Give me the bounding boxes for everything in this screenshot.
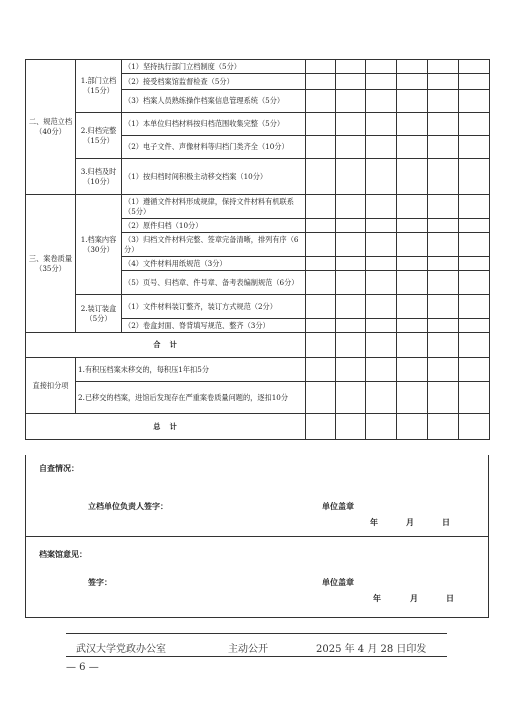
- score-cell[interactable]: [336, 295, 366, 319]
- score-cell[interactable]: [428, 219, 459, 233]
- score-cell[interactable]: [459, 195, 490, 219]
- score-cell[interactable]: [366, 414, 397, 440]
- score-cell[interactable]: [366, 219, 397, 233]
- score-cell[interactable]: [397, 271, 428, 295]
- score-cell[interactable]: [336, 414, 366, 440]
- deduction-item: 1.有积压档案未移交的，每积压1年扣5分: [76, 358, 306, 382]
- score-cell[interactable]: [459, 295, 490, 319]
- score-cell[interactable]: [428, 257, 459, 271]
- footer-date: 2025 年 4 月 28 日印发: [316, 644, 427, 655]
- score-cell[interactable]: [336, 233, 366, 257]
- score-cell[interactable]: [428, 333, 459, 358]
- score-cell[interactable]: [397, 195, 428, 219]
- criterion-item: （2）卷盒封面、脊背填写规范、整齐（3分）: [122, 319, 306, 333]
- score-cell[interactable]: [336, 74, 366, 90]
- score-cell[interactable]: [459, 271, 490, 295]
- self-check-month-label: 月: [406, 517, 414, 527]
- score-cell[interactable]: [397, 257, 428, 271]
- deduction-item: 2.已移交的档案，进馆后发现存在严重案卷质量问题的，逐扣10分: [76, 382, 306, 414]
- footer-disclosure: 主动公开: [228, 644, 268, 655]
- archive-opinion-section: [25, 537, 489, 618]
- score-cell[interactable]: [459, 219, 490, 233]
- total-label: 总 计: [26, 414, 306, 440]
- archive-opinion-day-label: 日: [446, 593, 454, 603]
- score-cell[interactable]: [306, 233, 336, 257]
- footer-issuer: 武汉大学党政办公室: [76, 644, 166, 655]
- criterion-item: （4）文件材料用纸规范（3分）: [122, 257, 306, 271]
- archive-opinion-signer-label: 签字：: [88, 577, 112, 587]
- subsection-label: 2.归档完整（15分）: [76, 113, 122, 159]
- score-cell[interactable]: [397, 60, 428, 74]
- score-cell[interactable]: [397, 382, 428, 414]
- score-cell[interactable]: [459, 382, 490, 414]
- score-cell[interactable]: [459, 319, 490, 333]
- score-cell[interactable]: [397, 219, 428, 233]
- score-cell[interactable]: [428, 358, 459, 382]
- score-cell[interactable]: [459, 414, 490, 440]
- criterion-item: （1）遵循文件材料形成规律，保持文件材料有机联系（5分）: [122, 195, 306, 219]
- direct-deduction-label: 直接扣分项: [26, 358, 76, 414]
- score-cell[interactable]: [459, 90, 490, 113]
- score-cell[interactable]: [459, 136, 490, 159]
- score-cell[interactable]: [397, 90, 428, 113]
- score-cell[interactable]: [306, 90, 336, 113]
- archive-opinion-label: 档案馆意见：: [39, 549, 87, 559]
- score-cell[interactable]: [366, 382, 397, 414]
- score-cell[interactable]: [366, 113, 397, 136]
- score-cell[interactable]: [459, 74, 490, 90]
- score-cell[interactable]: [397, 295, 428, 319]
- score-cell[interactable]: [428, 136, 459, 159]
- score-cell[interactable]: [397, 414, 428, 440]
- criterion-item: （1）坚持执行部门立档制度（5分）: [122, 60, 306, 74]
- score-cell[interactable]: [366, 319, 397, 333]
- self-check-signer-label: 立档单位负责人签字：: [88, 501, 168, 511]
- criterion-item: （2）电子文件、声像材料等归档门类齐全（10分）: [122, 136, 306, 159]
- score-cell[interactable]: [366, 358, 397, 382]
- score-cell[interactable]: [366, 60, 397, 74]
- score-cell[interactable]: [428, 60, 459, 74]
- score-cell[interactable]: [428, 113, 459, 136]
- score-cell[interactable]: [459, 358, 490, 382]
- score-cell[interactable]: [366, 257, 397, 271]
- criterion-item: （1）本单位归档材料按归档范围收集完整（5分）: [122, 113, 306, 136]
- section-label: 三、案卷质量（35分）: [26, 195, 76, 333]
- page-number: — 6 —: [66, 662, 99, 673]
- score-cell[interactable]: [306, 74, 336, 90]
- score-cell[interactable]: [336, 113, 366, 136]
- score-cell[interactable]: [306, 195, 336, 219]
- score-cell[interactable]: [306, 358, 336, 382]
- score-cell[interactable]: [459, 159, 490, 195]
- score-cell[interactable]: [459, 257, 490, 271]
- score-cell[interactable]: [397, 113, 428, 136]
- score-cell[interactable]: [336, 257, 366, 271]
- score-cell[interactable]: [428, 233, 459, 257]
- score-cell[interactable]: [459, 113, 490, 136]
- score-cell[interactable]: [306, 60, 336, 74]
- score-cell[interactable]: [397, 159, 428, 195]
- score-cell[interactable]: [336, 60, 366, 74]
- score-cell[interactable]: [397, 74, 428, 90]
- score-cell[interactable]: [397, 136, 428, 159]
- score-cell[interactable]: [336, 319, 366, 333]
- score-cell[interactable]: [397, 319, 428, 333]
- score-cell[interactable]: [336, 271, 366, 295]
- score-cell[interactable]: [366, 74, 397, 90]
- score-cell[interactable]: [428, 271, 459, 295]
- score-cell[interactable]: [366, 90, 397, 113]
- score-cell[interactable]: [306, 333, 336, 358]
- criterion-item: （2）接受档案馆监督检查（5分）: [122, 74, 306, 90]
- score-cell[interactable]: [428, 195, 459, 219]
- score-cell[interactable]: [336, 136, 366, 159]
- self-check-label: 自查情况：: [39, 463, 79, 473]
- score-cell[interactable]: [306, 382, 336, 414]
- score-cell[interactable]: [366, 159, 397, 195]
- score-cell[interactable]: [428, 319, 459, 333]
- criterion-item: （1）按归档时间积极主动移交档案（10分）: [122, 159, 306, 195]
- score-cell[interactable]: [459, 233, 490, 257]
- criterion-item: （5）页号、归档章、件号章、备考表编制规范（6分）: [122, 271, 306, 295]
- score-cell[interactable]: [366, 295, 397, 319]
- score-cell[interactable]: [336, 333, 366, 358]
- score-cell[interactable]: [306, 257, 336, 271]
- score-cell[interactable]: [397, 358, 428, 382]
- subtotal-label: 合 计: [26, 333, 306, 358]
- self-check-day-label: 日: [442, 517, 450, 527]
- criterion-item: （1）文件材料装订整齐，装订方式规范（2分）: [122, 295, 306, 319]
- subsection-label: 1.档案内容（30分）: [76, 195, 122, 295]
- footer-bottom-rule: [66, 656, 447, 657]
- score-cell[interactable]: [366, 271, 397, 295]
- score-cell[interactable]: [428, 74, 459, 90]
- section-label: 二、规范立档（40分）: [26, 60, 76, 195]
- score-cell[interactable]: [366, 195, 397, 219]
- score-cell[interactable]: [459, 60, 490, 74]
- score-cell[interactable]: [428, 295, 459, 319]
- score-cell[interactable]: [336, 195, 366, 219]
- score-cell[interactable]: [397, 233, 428, 257]
- score-cell[interactable]: [306, 219, 336, 233]
- archive-opinion-seal-label: 单位盖章: [322, 577, 354, 587]
- criterion-item: （2）原件归档（10分）: [122, 219, 306, 233]
- criterion-item: （3）档案人员熟练操作档案信息管理系统（5分）: [122, 90, 306, 113]
- self-check-year-label: 年: [370, 517, 378, 527]
- score-cell[interactable]: [336, 90, 366, 113]
- score-cell[interactable]: [366, 136, 397, 159]
- archive-opinion-year-label: 年: [373, 593, 381, 603]
- footer-top-rule: [66, 633, 447, 634]
- score-cell[interactable]: [366, 333, 397, 358]
- self-check-seal-label: 单位盖章: [322, 501, 354, 511]
- score-cell[interactable]: [428, 159, 459, 195]
- score-cell[interactable]: [306, 271, 336, 295]
- score-cell[interactable]: [306, 113, 336, 136]
- subsection-label: 3.归档及时（10分）: [76, 159, 122, 195]
- score-cell[interactable]: [428, 414, 459, 440]
- score-cell[interactable]: [336, 358, 366, 382]
- score-cell[interactable]: [459, 333, 490, 358]
- score-cell[interactable]: [306, 414, 336, 440]
- criterion-item: （3）归档文件材料完整、签章完备清晰，排列有序（6分）: [122, 233, 306, 257]
- score-cell[interactable]: [336, 219, 366, 233]
- score-cell[interactable]: [306, 295, 336, 319]
- subsection-label: 1.部门立档（15分）: [76, 60, 122, 113]
- score-cell[interactable]: [306, 136, 336, 159]
- score-cell[interactable]: [397, 333, 428, 358]
- subsection-label: 2.装订装盒（5分）: [76, 295, 122, 333]
- score-cell[interactable]: [366, 233, 397, 257]
- score-cell[interactable]: [336, 382, 366, 414]
- score-cell[interactable]: [428, 90, 459, 113]
- evaluation-table: [25, 59, 490, 440]
- score-cell[interactable]: [428, 382, 459, 414]
- score-cell[interactable]: [306, 159, 336, 195]
- score-cell[interactable]: [306, 319, 336, 333]
- score-cell[interactable]: [336, 159, 366, 195]
- archive-opinion-month-label: 月: [410, 593, 418, 603]
- self-check-section: [25, 455, 489, 537]
